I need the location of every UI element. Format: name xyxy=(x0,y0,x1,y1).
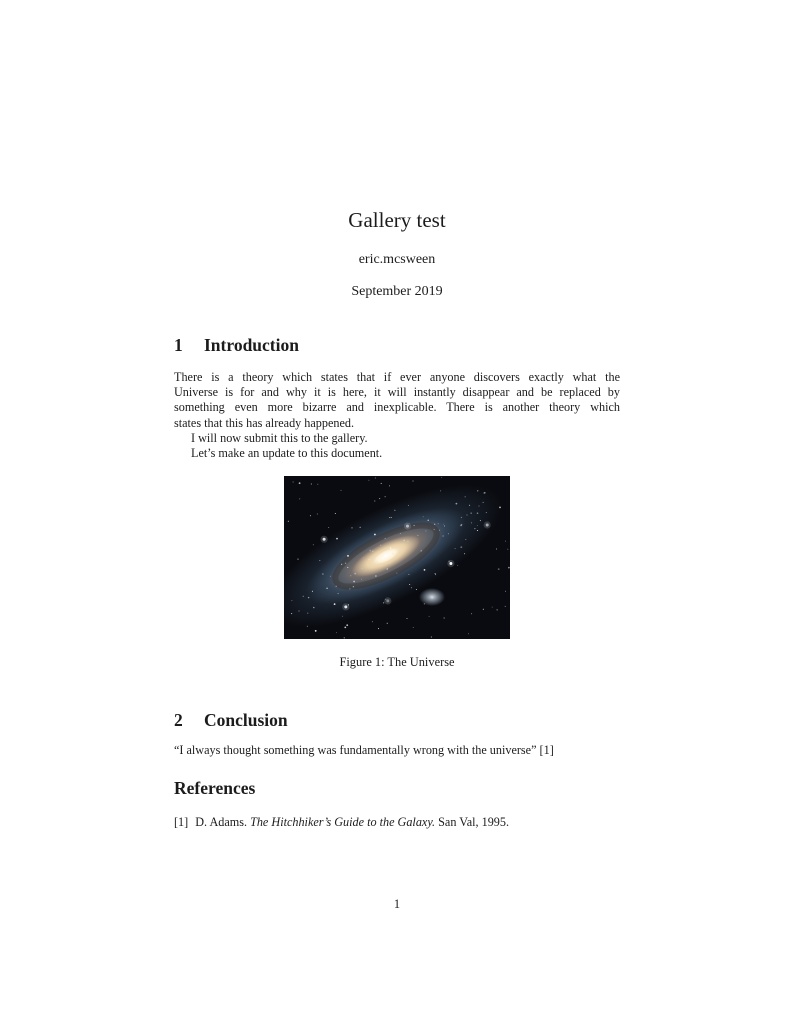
paragraph-line: states that this has already happened. xyxy=(174,415,355,430)
section-title-conclusion: Conclusion xyxy=(204,710,288,730)
intro-paragraph xyxy=(174,370,620,461)
reference-title: The Hitchhiker’s Guide to the Galaxy. xyxy=(250,815,436,829)
figure-universe xyxy=(284,476,510,639)
reference-text xyxy=(195,815,509,830)
section-number-conclusion: 2 xyxy=(174,710,183,730)
document-date: September 2019 xyxy=(351,284,443,299)
figure-caption: Figure 1: The Universe xyxy=(339,655,455,669)
section-number-introduction: 1 xyxy=(174,335,183,355)
paragraph-line: There is a theory which states that if ever anyone discovers exactly what the xyxy=(174,370,620,384)
section-heading-conclusion xyxy=(174,710,620,731)
reference-label: [1] xyxy=(174,815,189,829)
document-author: eric.mcsween xyxy=(358,252,436,267)
reference-publisher: San Val, 1995. xyxy=(438,815,510,829)
references-heading: References xyxy=(174,778,256,798)
conclusion-quote: “I always thought something was fundamentally wrong with the universe” [1] xyxy=(174,743,554,757)
paragraph-line: something even more bizarre and inexplicable. There is another theory which xyxy=(174,400,620,415)
section-heading-introduction xyxy=(174,335,620,356)
galaxy-image xyxy=(284,476,510,639)
paragraph-line: Universe is for and why it is here, it will instantly disappear and be replaced by xyxy=(174,385,620,400)
companion-galaxy xyxy=(419,588,445,606)
section-title-introduction: Introduction xyxy=(204,335,299,355)
paragraph-line-update: Let’s make an update to this document. xyxy=(191,446,383,461)
reference-authors: D. Adams. xyxy=(195,815,248,829)
document-title: Gallery test xyxy=(348,208,446,232)
page-number: 1 xyxy=(393,897,401,911)
reference-entry xyxy=(174,815,620,830)
paragraph-line-submit: I will now submit this to the gallery. xyxy=(191,430,368,445)
